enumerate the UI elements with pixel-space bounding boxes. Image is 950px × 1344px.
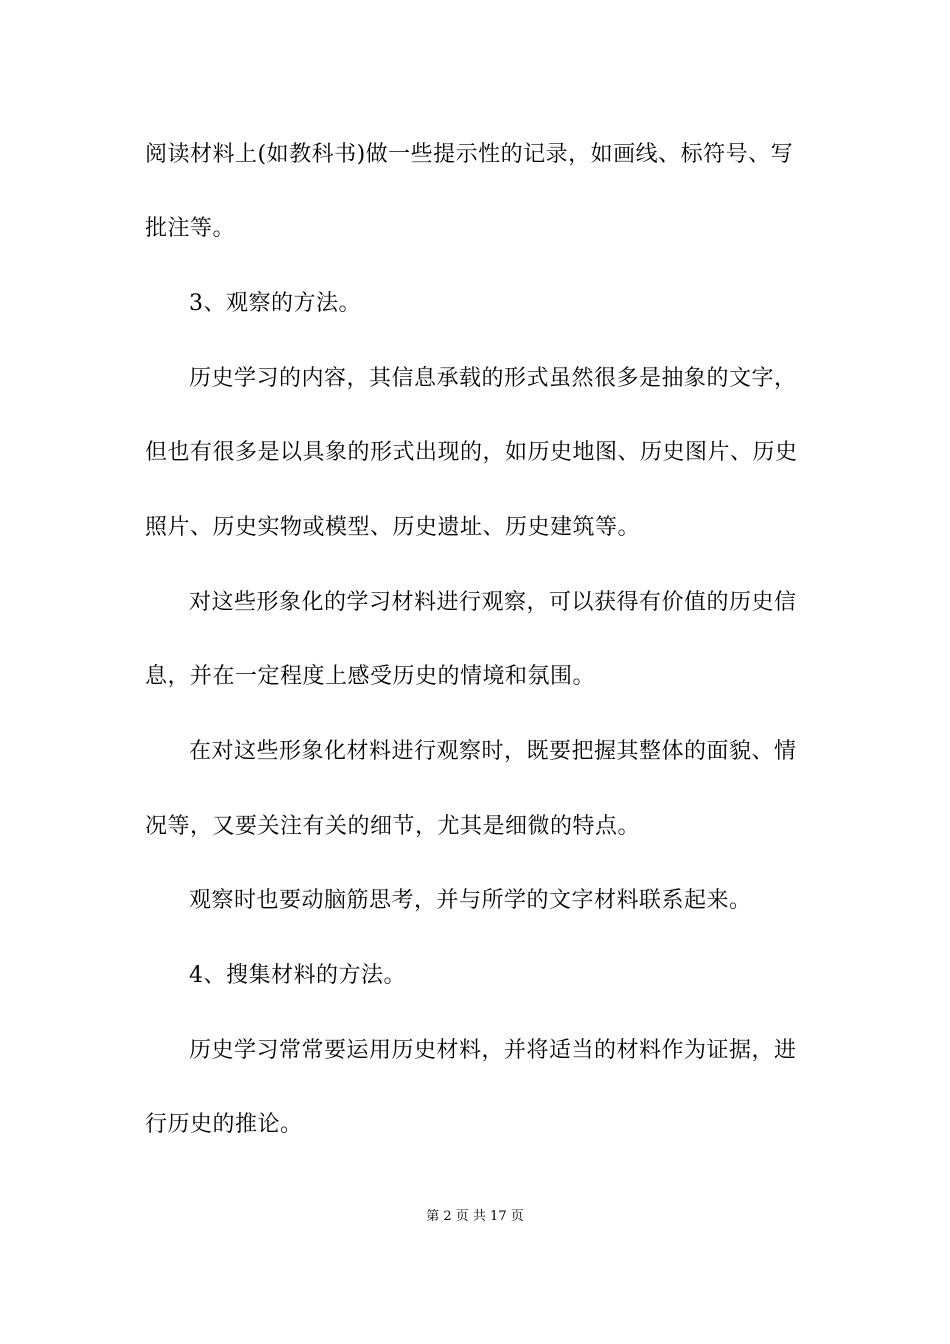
- text-line-1: 阅读材料上(如教科书)做一些提示性的记录，如画线、标符号、写: [145, 142, 794, 167]
- section-heading-3: 3、观察的方法。: [189, 291, 361, 316]
- text-line-8: 息，并在一定程度上感受历史的情境和氛围。: [145, 664, 596, 689]
- text-line-5: 但也有很多是以具象的形式出现的，如历史地图、历史图片、历史: [145, 440, 798, 465]
- text-line-4: 历史学习的内容，其信息承载的形式虽然很多是抽象的文字，: [189, 366, 797, 391]
- text-line-2: 批注等。: [145, 216, 236, 241]
- text-line-9: 在对这些形象化材料进行观察时，既要把握其整体的面貌、情: [189, 739, 797, 764]
- text-line-11: 观察时也要动脑筋思考，并与所学的文字材料联系起来。: [189, 888, 752, 913]
- section-heading-4: 4、搜集材料的方法。: [189, 963, 406, 988]
- text-line-14: 行历史的推论。: [145, 1112, 303, 1137]
- page-footer: [0, 1208, 950, 1226]
- text-line-10: 况等，又要关注有关的细节，尤其是细微的特点。: [145, 814, 641, 839]
- text-line-6: 照片、历史实物或模型、历史遗址、历史建筑等。: [145, 515, 641, 540]
- page-number: 第 2 页 共 17 页: [426, 1209, 524, 1224]
- text-line-7: 对这些形象化的学习材料进行观察，可以获得有价值的历史信: [189, 590, 797, 615]
- text-line-13: 历史学习常常要运用历史材料，并将适当的材料作为证据，进: [189, 1038, 797, 1063]
